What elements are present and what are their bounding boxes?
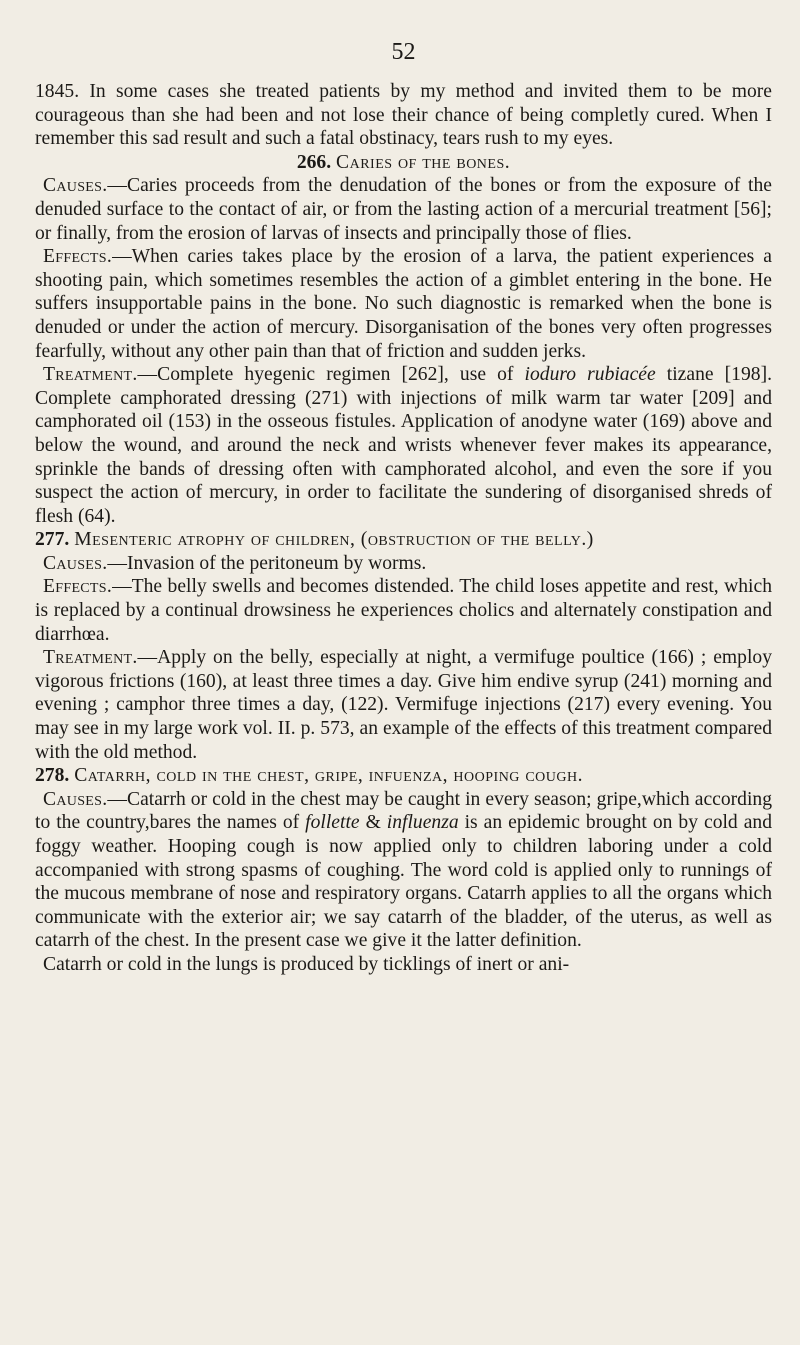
ampersand: & <box>359 812 387 834</box>
treatment-text-1: —Complete hyegenic regimen [262], use of <box>137 364 525 386</box>
italic-follette: follette <box>305 812 360 834</box>
treatment-italic: ioduro rubiacée <box>524 364 656 386</box>
causes-text: —Invasion of the peritoneum by worms. <box>107 552 427 574</box>
treatment-label: Treatment. <box>43 647 138 669</box>
section-266-causes <box>35 174 772 245</box>
causes-label: Causes. <box>43 788 108 810</box>
section-278-causes <box>35 788 772 953</box>
section-277-title: Mesenteric atrophy of children, (obstruction of the belly.) <box>74 529 594 551</box>
section-266-treatment <box>35 363 772 528</box>
treatment-text-2: tizane [198]. Complete camphorated dressing (271) with injections of milk warm tar water [209] and camphorated oil (153) in the osseous fistules. Application of anodyne water (169) above and below the wound, and around the neck and wrists whenever fever makes its appearance, sprinkle the bands of dressing often with camphorated alcohol, and even the sore if you suspect the action of mercury, in order to facilitate the sundering of disorganised shreds of flesh (64). <box>35 364 772 527</box>
effects-label: Effects. <box>43 246 113 268</box>
intro-paragraph: 1845. In some cases she treated patients by my method and invited them to be more courageous than she had been and not lose their chance of being completly cured. When I remember this sad result and such a fatal obstinacy, tears rush to my eyes. <box>35 81 772 150</box>
body-text <box>35 80 772 977</box>
causes-text-2: is an epidemic brought on by cold and foggy weather. Hooping cough is now applied only to children laboring under a cold accompanied with strong spasms of coughing. The word cold is applied only to runnings of the mucous membrane of nose and respiratory organs. Catarrh applies to all the organs which communicate with the exterior air; we say catarrh of the bladder, of the uterus, as well as catarrh of the chest. In the present case we give it the latter definition. <box>35 812 772 952</box>
effects-label: Effects. <box>43 576 113 598</box>
treatment-text: —Apply on the belly, especially at night, a vermifuge poultice (166) ; employ vigorous frictions (160), at least three times a day. Give him endive syrup (241) morning and evening ; camphor three times a day, (122). Vermifuge injections (217) every evening. You may see in my large work vol. II. p. 573, an example of the effects of this treatment compared with the old method. <box>35 647 772 763</box>
section-278-number: 278. <box>35 765 70 787</box>
causes-label: Causes. <box>43 552 108 574</box>
treatment-label: Treatment. <box>43 364 138 386</box>
effects-text: —The belly swells and becomes distended. The child loses appetite and rest, which is replaced by a continual drowsiness he experiences cholics and alternately constipation and diarrhœa. <box>35 576 772 645</box>
section-277-number: 277. <box>35 529 70 551</box>
section-277-causes <box>35 552 772 576</box>
section-277-treatment <box>35 646 772 764</box>
section-278-heading <box>35 764 772 788</box>
section-277-heading <box>35 528 772 552</box>
causes-text-1: —Catarrh or cold in the chest may be caught in every season; gripe,which according to the country,bares the names of <box>35 788 772 834</box>
section-278-last-line: Catarrh or cold in the lungs is produced by ticklings of inert or ani- <box>43 953 570 975</box>
section-266-title: Caries of the bones. <box>336 151 511 173</box>
page-number: 52 <box>391 39 416 65</box>
causes-text: —Caries proceeds from the denudation of the bones or from the exposure of the denuded surface to the contact of air, or from the lasting action of a mercurial treatment [56]; or finally, from the erosion of larvas of insects and principally those of flies. <box>35 175 772 244</box>
section-266-effects <box>35 245 772 363</box>
section-277-effects <box>35 575 772 646</box>
section-266-number: 266. <box>296 151 332 173</box>
causes-label: Causes. <box>43 175 108 197</box>
italic-influenza: influenza <box>386 812 459 834</box>
effects-text: —When caries takes place by the erosion of a larva, the patient experiences a shooting pain, which sometimes resembles the action of a gimblet entering in the bone. He suffers insupportable pains in the bone. No such diagnostic is remarked when the bone is denuded or under the action of mercury. Disorganisation of the bones very often progresses fearfully, without any other pain than that of friction and sudden jerks. <box>35 246 772 362</box>
section-278-title: Catarrh, cold in the chest, gripe, infuenza, hooping cough. <box>74 765 583 787</box>
section-266-heading <box>35 151 772 175</box>
